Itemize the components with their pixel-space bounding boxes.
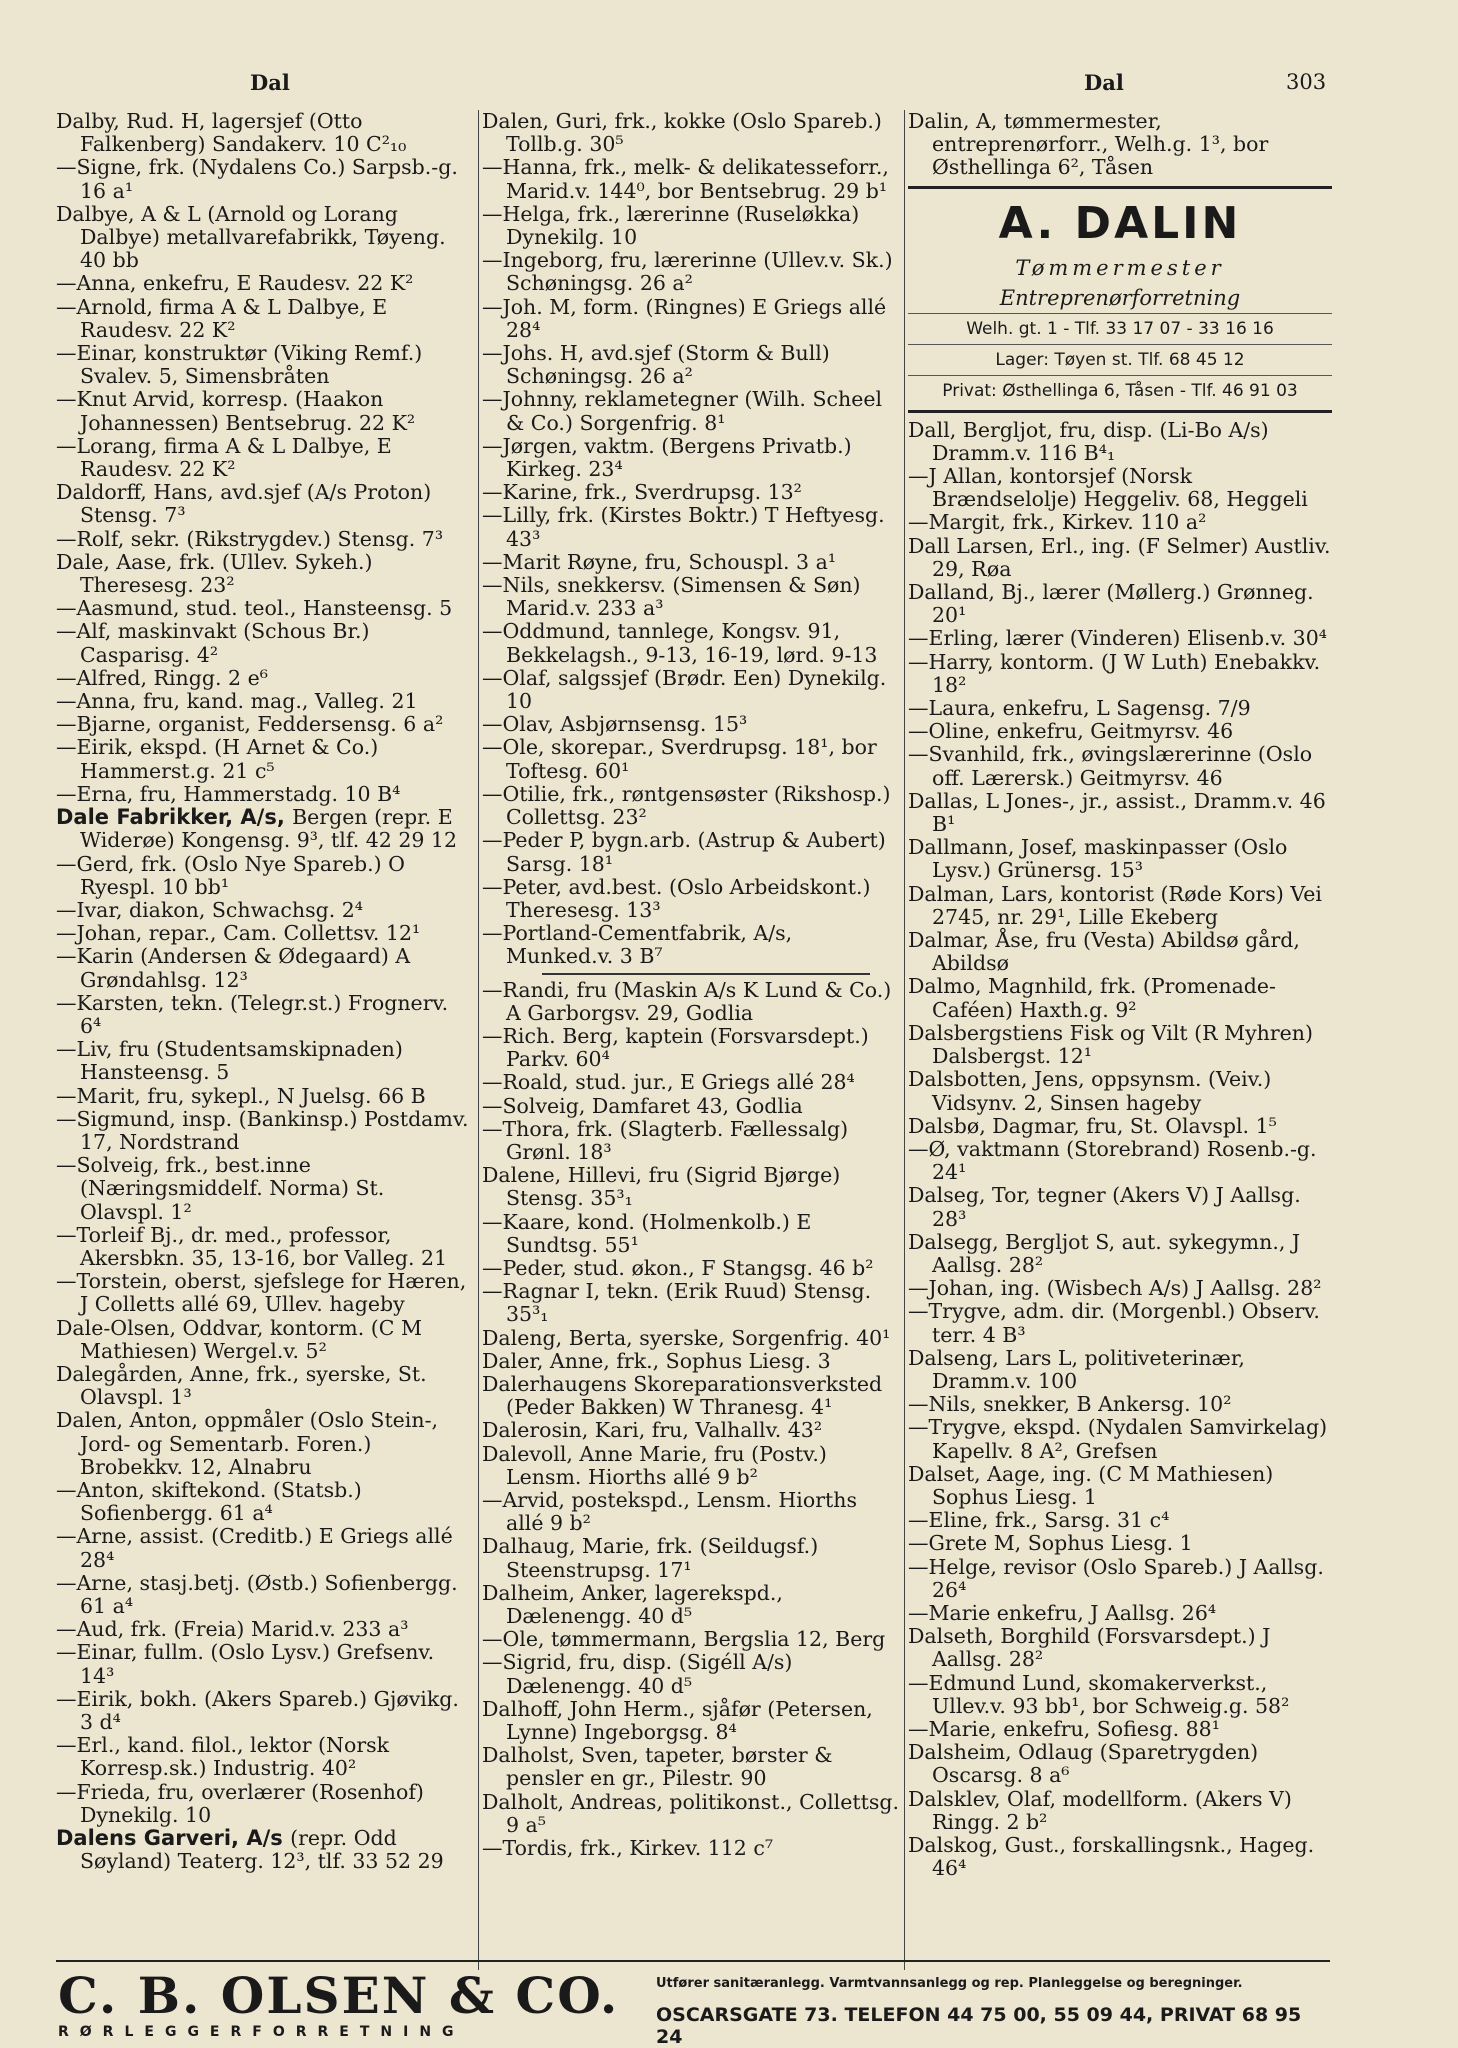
directory-entry: —Jørgen, vaktm. (Bergens Privatb.) Kirkeg. 23⁴ <box>482 433 852 482</box>
directory-entry: Dalerosin, Kari, fru, Valhallv. 43² <box>482 1418 823 1443</box>
directory-entry: —Ø, vaktmann (Storebrand) Rosenb.-g. 24¹ <box>908 1136 1317 1185</box>
directory-entry: —Aasmund, stud. teol., Hansteensg. 5 <box>56 596 453 621</box>
directory-entry: —Nils, snekkersv. (Simensen & Søn) Marid.v. 233 a³ <box>482 573 861 621</box>
directory-entry: —Rich. Berg, kaptein (Forsvarsdept.) Parkv. 60⁴ <box>482 1023 869 1072</box>
column-divider-1 <box>478 110 479 1970</box>
footer-trade: RØRLEGGERFORRETNING <box>58 2024 465 2040</box>
advertisement-footer <box>56 1960 1330 2048</box>
directory-entry: Dalsbotten, Jens, oppsynsm. (Veiv.) Vidsynv. 2, Sinsen hageby <box>908 1067 1272 1115</box>
column-1 <box>56 110 474 1956</box>
directory-entry: Daldorff, Hans, avd.sjef (A/s Proton) Stensg. 7³ <box>56 480 432 528</box>
directory-entry: —Marie enkefru, J Aallsg. 26⁴ <box>908 1600 1217 1625</box>
directory-entry: —Joh. M, form. (Ringnes) E Griegs allé 28⁴ <box>482 294 887 342</box>
directory-entry: —Helga, frk., lærerinne (Ruseløkka) Dynekilg. 10 <box>482 201 860 250</box>
directory-entry: —Peder, stud. økon., F Stangsg. 46 b² <box>482 1255 874 1280</box>
running-header-center: Dal <box>1084 70 1124 95</box>
directory-entry: Dallas, L Jones-, jr., assist., Dramm.v. 46 B¹ <box>908 788 1326 837</box>
directory-entry: Dalsegg, Bergljot S, aut. sykegymn., J Aallsg. 28² <box>908 1229 1301 1277</box>
directory-entry: —Marit Røyne, fru, Schouspl. 3 a¹ <box>482 549 837 574</box>
directory-entry: —Oddmund, tannlege, Kongsv. 91, Bekkelagsh., 9-13, 16-19, lørd. 9-13 <box>482 619 878 667</box>
separator-line <box>542 973 870 975</box>
directory-entry: Dalseng, Lars L, politiveterinær, Dramm.v. 100 <box>908 1345 1245 1393</box>
entry-details: Bergen (repr. E Widerøe) Kongensg. 9³, tlf. 42 29 12 <box>80 805 458 853</box>
page-number: 303 <box>1286 70 1327 94</box>
directory-entry: —Svanhild, frk., øvingslærerinne (Oslo off. Lærersk.) Geitmyrsv. 46 <box>908 742 1313 790</box>
directory-entry: —Alfred, Ringg. 2 e⁶ <box>56 665 268 690</box>
directory-entry: Dalseg, Tor, tegner (Akers V) J Aallsg. 28³ <box>908 1183 1301 1231</box>
directory-entry: Dalsbø, Dagmar, fru, St. Olavspl. 1⁵ <box>908 1113 1277 1138</box>
directory-entry: Dale-Olsen, Oddvar, kontorm. (C M Mathiesen) Wergel.v. 5² <box>56 1315 422 1363</box>
directory-entry: —Peder P, bygn.arb. (Astrup & Aubert) Sarsg. 18¹ <box>482 828 886 876</box>
directory-entry: —Liv, fru (Studentsamskipnaden) Hansteensg. 5 <box>56 1037 403 1085</box>
directory-entry: —Margit, frk., Kirkev. 110 a² <box>908 510 1207 535</box>
column-2 <box>482 110 900 1956</box>
directory-entry: —Kaare, kond. (Holmenkolb.) E Sundtsg. 55¹ <box>482 1209 812 1257</box>
directory-entry: —Anna, fru, kand. mag., Valleg. 21 <box>56 689 418 714</box>
directory-entry: Dalsklev, Olaf, modellform. (Akers V) Ringg. 2 b² <box>908 1786 1292 1834</box>
directory-entry: —Anton, skiftekond. (Statsb.) Sofienbergg. 61 a⁴ <box>56 1477 362 1526</box>
directory-entry: —Rolf, sekr. (Rikstrygdev.) Stensg. 7³ <box>56 526 444 551</box>
directory-entry: Dalin, A, tømmermester, entreprenørforr., Welh.g. 1³, bor Østhellinga 6², Tåsen <box>908 110 1269 180</box>
directory-entry: —Eline, frk., Sarsg. 31 c⁴ <box>908 1508 1170 1533</box>
directory-entry: —Lilly, frk. (Kirstes Boktr.) T Heftyesg. 43³ <box>482 503 885 551</box>
directory-entry: Dalhaug, Marie, frk. (Seildugsf.) Steenstrupsg. 17¹ <box>482 1534 819 1582</box>
directory-entry: —Sigmund, insp. (Bankinsp.) Postdamv. 17, Nordstrand <box>56 1106 469 1154</box>
directory-entry: —Thora, frk. (Slagterb. Fællessalg) Grønl. 18³ <box>482 1116 849 1164</box>
directory-entry: Dalen, Anton, oppmåler (Oslo Stein-, Jord- og Sementarb. Foren.) Brobekkv. 12, Alnabru <box>56 1408 439 1479</box>
directory-entry: Dalegården, Anne, frk., syerske, St. Olavspl. 1³ <box>56 1361 427 1410</box>
directory-entry: —Portland-Cementfabrik, A/s, Munked.v. 3 B⁷ <box>482 921 793 969</box>
directory-entry: —Edmund Lund, skomakerverkst., Ullev.v. 93 bb¹, bor Schweig.g. 58² <box>908 1670 1290 1718</box>
directory-entry: Dalbye, A & L (Arnold og Lorang Dalbye) metallvarefabrikk, Tøyeng. 40 bb <box>56 201 446 273</box>
directory-entry: —Laura, enkefru, L Sagensg. 7/9 <box>908 696 1251 721</box>
footer-company-name: C. B. OLSEN & CO. <box>58 1966 620 2025</box>
ad-title: Tømmermester <box>1015 255 1225 280</box>
directory-entry: —Arne, assist. (Creditb.) E Griegs allé 28⁴ <box>56 1524 453 1572</box>
directory-entry: Dalheim, Anker, lagerekspd., Dælenengg. 40 d⁵ <box>482 1580 783 1628</box>
directory-entry: —Nils, snekker, B Ankersg. 10² <box>908 1392 1232 1417</box>
directory-entry: Dalholt, Andreas, politikonst., Collettsg. 9 a⁵ <box>482 1789 899 1837</box>
directory-entry: Daleng, Berta, syerske, Sorgenfrig. 40¹ <box>482 1325 891 1350</box>
ad-private-line: Privat: Østhellinga 6, Tåsen - Tlf. 46 91 03 <box>908 375 1332 406</box>
directory-entry: —Tordis, frk., Kirkev. 112 c⁷ <box>482 1836 774 1861</box>
directory-entry: —Bjarne, organist, Feddersensg. 6 a² <box>56 712 444 737</box>
directory-entry: —Johs. H, avd.sjef (Storm & Bull) Schøningsg. 26 a² <box>482 341 830 389</box>
directory-entry: Dalmo, Magnhild, frk. (Promenade-Caféen) Haxth.g. 9² <box>908 974 1276 1022</box>
directory-entry: —Otilie, frk., røntgensøster (Rikshosp.) Collettsg. 23² <box>482 781 891 830</box>
directory-entry: —Karin (Andersen & Ødegaard) A Grøndahlsg. 12³ <box>56 944 411 992</box>
directory-entry: —Sigrid, fru, disp. (Sigéll A/s) Dælenengg. 40 d⁵ <box>482 1650 793 1698</box>
directory-entry: —Einar, konstruktør (Viking Remf.) Svalev. 5, Simensbråten <box>56 341 423 389</box>
footer-contact: OSCARSGATE 73. TELEFON 44 75 00, 55 09 44, PRIVAT 68 95 24 <box>656 2004 1302 2048</box>
directory-entry: —Olaf, salgssjef (Brødr. Een) Dynekilg. 10 <box>482 665 887 714</box>
directory-entry: —Johnny, reklametegner (Wilh. Scheel & Co.) Sorgenfrig. 8¹ <box>482 387 883 435</box>
directory-entry: —Randi, fru (Maskin A/s K Lund & Co.) A Garborgsv. 29, Godlia <box>482 977 892 1025</box>
directory-entry: —Trygve, ekspd. (Nydalen Samvirkelag) Kapellv. 8 A², Grefsen <box>908 1415 1328 1463</box>
directory-entry: —Helge, revisor (Oslo Spareb.) J Aallsg. 26⁴ <box>908 1554 1324 1602</box>
directory-entry: —Ingeborg, fru, lærerinne (Ullev.v. Sk.) Schøningsg. 26 a² <box>482 248 893 296</box>
ad-subtitle: Entreprenørforretning <box>999 285 1241 310</box>
ad-company-name: A. DALIN <box>998 197 1242 249</box>
directory-entry: Dale, Aase, frk. (Ullev. Sykeh.) Theresesg. 23² <box>56 549 373 598</box>
directory-entry: —Erling, lærer (Vinderen) Elisenb.v. 30⁴ <box>908 626 1327 651</box>
directory-entry: —Lorang, firma A & L Dalbye, E Raudesv. 22 K² <box>56 433 392 482</box>
directory-entry <box>56 1827 474 1873</box>
directory-entry: —Einar, fullm. (Oslo Lysv.) Grefsenv. 14³ <box>56 1640 435 1688</box>
directory-entry: Dalen, Guri, frk., kokke (Oslo Spareb.) Tollb.g. 30⁵ <box>482 110 882 157</box>
directory-entry: —Hanna, frk., melk- & delikatesseforr., Marid.v. 144⁰, bor Bentsebrug. 29 b¹ <box>482 155 889 203</box>
directory-entry: Dall, Bergljot, fru, disp. (Li-Bo A/s) Dramm.v. 116 B⁴₁ <box>908 417 1269 465</box>
directory-entry: —Alf, maskinvakt (Schous Br.) Casparisg. 4² <box>56 619 370 667</box>
directory-entry: Dalby, Rud. H, lagersjef (Otto Falkenberg) Sandakerv. 10 C²₁₀ <box>56 110 407 157</box>
directory-entry: —Olav, Asbjørnsensg. 15³ <box>482 712 748 737</box>
directory-entry: —Oline, enkefru, Geitmyrsv. 46 <box>908 719 1234 744</box>
directory-entry: —Arvid, postekspd., Lensm. Hiorths allé 9 b² <box>482 1487 857 1536</box>
directory-entry: Daler, Anne, frk., Sophus Liesg. 3 <box>482 1348 831 1373</box>
directory-entry: —Torleif Bj., dr. med., professor, Akersbkn. 35, 13-16, bor Valleg. 21 <box>56 1222 448 1270</box>
entry-firm-name: Dale Fabrikker, A/s, <box>56 805 293 830</box>
directory-entry: —Solveig, Damfaret 43, Godlia <box>482 1093 803 1118</box>
directory-entry: Dalman, Lars, kontorist (Røde Kors) Vei 2745, nr. 29¹, Lille Ekeberg <box>908 881 1322 929</box>
ad-address-line: Welh. gt. 1 - Tlf. 33 17 07 - 33 16 16 <box>908 313 1332 344</box>
directory-entry: —Roald, stud. jur., E Griegs allé 28⁴ <box>482 1070 855 1095</box>
directory-entry: —Johan, repar., Cam. Collettsv. 12¹ <box>56 921 421 946</box>
ad-storage-line: Lager: Tøyen st. Tlf. 68 45 12 <box>908 344 1332 375</box>
directory-entry: —Grete M, Sophus Liesg. 1 <box>908 1531 1193 1556</box>
directory-entry: Dalhoff, John Herm., sjåfør (Petersen, Lynne) Ingeborgsg. 8⁴ <box>482 1696 873 1745</box>
directory-entry: Dallmann, Josef, maskinpasser (Oslo Lysv.) Grünersg. 15³ <box>908 835 1288 883</box>
entry-firm-name: Dalens Garveri, A/s <box>56 1826 291 1851</box>
directory-entry: —Marit, fru, sykepl., N Juelsg. 66 B <box>56 1083 426 1108</box>
directory-entry: Dalene, Hillevi, fru (Sigrid Bjørge) Stensg. 35³₁ <box>482 1163 841 1211</box>
advertisement-dalin <box>908 186 1332 413</box>
directory-entry: —Trygve, adm. dir. (Morgenbl.) Observ. terr. 4 B³ <box>908 1299 1320 1347</box>
directory-entry: —Peter, avd.best. (Oslo Arbeidskont.) Theresesg. 13³ <box>482 874 871 922</box>
directory-entry: —Ivar, diakon, Schwachsg. 2⁴ <box>56 897 363 922</box>
entry-details: (repr. Odd Søyland) Teaterg. 12³, tlf. 33 52 29 <box>80 1826 444 1874</box>
directory-entry: —Solveig, frk., best.inne (Næringsmiddelf. Norma) St. Olavspl. 1² <box>56 1153 385 1224</box>
directory-entry: —Gerd, frk. (Oslo Nye Spareb.) O Ryespl. 10 bb¹ <box>56 851 405 899</box>
directory-entry: —Erna, fru, Hammerstadg. 10 B⁴ <box>56 781 401 806</box>
directory-entry: —Frieda, fru, overlærer (Rosenhof) Dynekilg. 10 <box>56 1779 424 1827</box>
column-3 <box>908 110 1332 1956</box>
running-header-left: Dal <box>250 70 290 95</box>
directory-entry: Dalseth, Borghild (Forsvarsdept.) J Aallsg. 28² <box>908 1624 1271 1672</box>
directory-entry: —J Allan, kontorsjef (Norsk Brændselolje) Heggeliv. 68, Heggeli <box>908 464 1308 512</box>
footer-services: Utfører sanitæranlegg. Varmtvannsanlegg og rep. Planleggelse og beregninger. <box>656 1976 1243 1991</box>
directory-entry: —Karsten, tekn. (Telegr.st.) Frognerv. 6⁴ <box>56 990 449 1038</box>
directory-entry: —Harry, kontorm. (J W Luth) Enebakkv. 18² <box>908 649 1321 697</box>
directory-entry: —Eirik, ekspd. (H Arnet & Co.) Hammerst.g. 21 c⁵ <box>56 735 379 783</box>
directory-entry: Dalsheim, Odlaug (Sparetrygden) Oscarsg. 8 a⁶ <box>908 1740 1259 1788</box>
directory-entry: Dalholst, Sven, tapeter, børster & pensler en gr., Pilestr. 90 <box>482 1743 833 1791</box>
directory-entry: —Arne, stasj.betj. (Østb.) Sofienbergg. 61 a⁴ <box>56 1570 458 1618</box>
directory-entry: Dalevoll, Anne Marie, fru (Postv.) Lensm. Hiorths allé 9 b² <box>482 1441 827 1489</box>
directory-entry: —Signe, frk. (Nydalens Co.) Sarpsb.-g. 16 a¹ <box>56 155 458 203</box>
directory-entry: Dalerhaugens Skoreparationsverksted (Peder Bakken) W Thranesg. 4¹ <box>482 1371 883 1420</box>
directory-entry: Dalskog, Gust., forskallingsnk., Hageg. 46⁴ <box>908 1833 1315 1881</box>
directory-entry: —Ole, tømmermann, Bergslia 12, Berg <box>482 1627 886 1652</box>
directory-entry: Dalset, Aage, ing. (C M Mathiesen) Sophus Liesg. 1 <box>908 1461 1274 1509</box>
directory-entry: —Eirik, bokh. (Akers Spareb.) Gjøvikg. 3 d⁴ <box>56 1686 459 1735</box>
directory-entry: —Johan, ing. (Wisbech A/s) J Aallsg. 28² <box>908 1276 1322 1301</box>
directory-entry: Dalland, Bj., lærer (Møllerg.) Grønneg. 20¹ <box>908 580 1314 628</box>
column-divider-2 <box>904 110 905 1970</box>
directory-entry: —Erl., kand. filol., lektor (Norsk Korresp.sk.) Industrig. 40² <box>56 1733 390 1781</box>
directory-entry: —Anna, enkefru, E Raudesv. 22 K² <box>56 271 414 296</box>
directory-entry: —Aud, frk. (Freia) Marid.v. 233 a³ <box>56 1617 409 1642</box>
directory-entry <box>56 806 474 852</box>
directory-entry: Dalsbergstiens Fisk og Vilt (R Myhren) Dalsbergst. 12¹ <box>908 1020 1313 1069</box>
directory-entry: Dall Larsen, Erl., ing. (F Selmer) Austliv. 29, Røa <box>908 533 1331 581</box>
directory-entry: —Marie, enkefru, Sofiesg. 88¹ <box>908 1716 1220 1741</box>
directory-entry: —Torstein, oberst, sjefslege for Hæren, J Colletts allé 69, Ullev. hageby <box>56 1269 467 1317</box>
directory-entry: —Ole, skorepar., Sverdrupsg. 18¹, bor Toftesg. 60¹ <box>482 735 877 783</box>
directory-entry: —Arnold, firma A & L Dalbye, E Raudesv. 22 K² <box>56 294 388 342</box>
directory-entry: —Ragnar I, tekn. (Erik Ruud) Stensg. 35³₁ <box>482 1279 872 1327</box>
directory-entry: —Knut Arvid, korresp. (Haakon Johannessen) Bentsebrug. 22 K² <box>56 387 416 435</box>
directory-entry: Dalmar, Åse, fru (Vesta) Abildsø gård, Abildsø <box>908 928 1300 976</box>
directory-entry: —Karine, frk., Sverdrupsg. 13² <box>482 480 802 505</box>
